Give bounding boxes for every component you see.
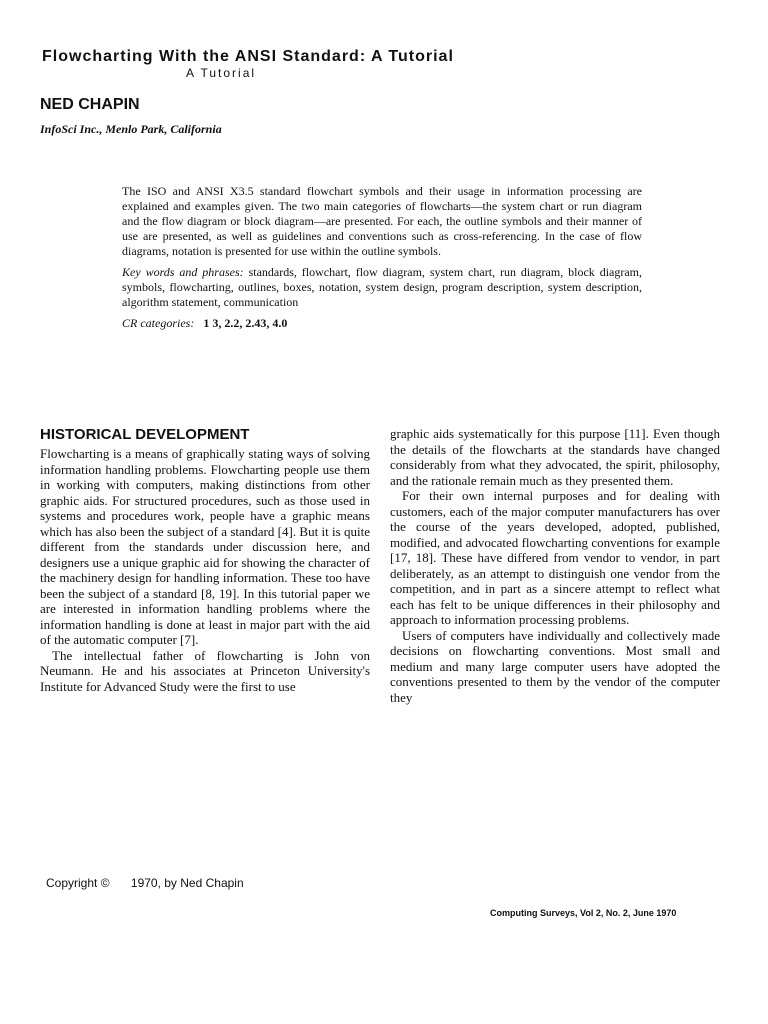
right-column [390, 426, 720, 705]
cr-values: 1 3, 2.2, 2.43, 4.0 [203, 316, 288, 330]
section-heading: HISTORICAL DEVELOPMENT [40, 426, 250, 443]
left-paragraph-2: The intellectual father of flowcharting is John von Neumann. He and his associates at Princeton University's Institute for Advanced Study were the first to use [40, 647, 370, 694]
author-affiliation: InfoSci Inc., Menlo Park, California [40, 122, 222, 136]
copyright-holder: 1970, by Ned Chapin [130, 876, 244, 890]
right-paragraph-2: For their own internal purposes and for dealing with customers, each of the major computer manufacturers has over the course of the years developed, adopted, published, modified, and advocated flowcharting conventions for example [17, 18]. These have differed from vendor to vendor, in part deliberately, as an attempt to distinguish one vendor from the competition, and in part as a sincere attempt to reflect what each has felt to be unique differences in their philosophy and approach to information processing problems. [390, 488, 720, 627]
cr-categories-line [122, 316, 642, 331]
abstract-text: The ISO and ANSI X3.5 standard flowchart symbols and their usage in information processing are explained and examples given. The two main categories of flowcharts—the system chart or run diagram and the flow diagram or block diagram—are presented. For each, the outline symbols and their manner of use are presented, as well as guidelines and conventions such as cross-referencing. In the case of flow diagrams, notation is presented for use within the outline symbols. [122, 184, 642, 258]
journal-citation: Computing Surveys, Vol 2, No. 2, June 1970 [490, 908, 677, 918]
right-paragraph-1: graphic aids systematically for this purpose [11]. Even though the details of the flowcharts at the standards have changed considerably from what they advocated, the spirit, philosophy, and the rationale remain much as they presented them. [390, 426, 720, 488]
keywords-label: Key words and phrases: [122, 265, 244, 279]
left-paragraph-1: Flowcharting is a means of graphically stating ways of solving information handling problems. Flowcharting people use them in working with computers, making distinctions from other graphic aids. For structured procedures, such as those used in systems and procedures work, people have a graphic means which has also been the subject of a standard [4]. But it is quite different from the standards under discussion here, and designers use a unique graphic aid for showing the character of the machinery design for handling information. These too have been the subject of a standard [8, 19]. In this tutorial paper we are interested in information handling problems where the information handling is done at least in major part with the aid of the automatic computer [7]. [40, 446, 370, 647]
keywords-line [122, 265, 642, 310]
paper-subtitle: A Tutorial [186, 66, 257, 80]
author-name: NED CHAPIN [40, 96, 140, 113]
keywords-text: standards, flowchart, flow diagram, system chart, run diagram, block diagram, symbols, flowcharting, outlines, boxes, notation, system design, program description, system description, algorithm statement, communication [122, 265, 643, 309]
abstract-block [122, 184, 642, 331]
right-paragraph-3: Users of computers have individually and collectively made decisions on flowcharting conventions. Most small and medium and many large computer users have adopted the conventions presented to them by the vendor of the computer they [390, 627, 720, 705]
paper-title: Flowcharting With the ANSI Standard: A Tutorial [42, 48, 454, 65]
cr-label: CR categories: [122, 316, 195, 330]
copyright-label: Copyright © [46, 876, 110, 890]
left-column [40, 426, 370, 694]
copyright-line [46, 876, 244, 890]
